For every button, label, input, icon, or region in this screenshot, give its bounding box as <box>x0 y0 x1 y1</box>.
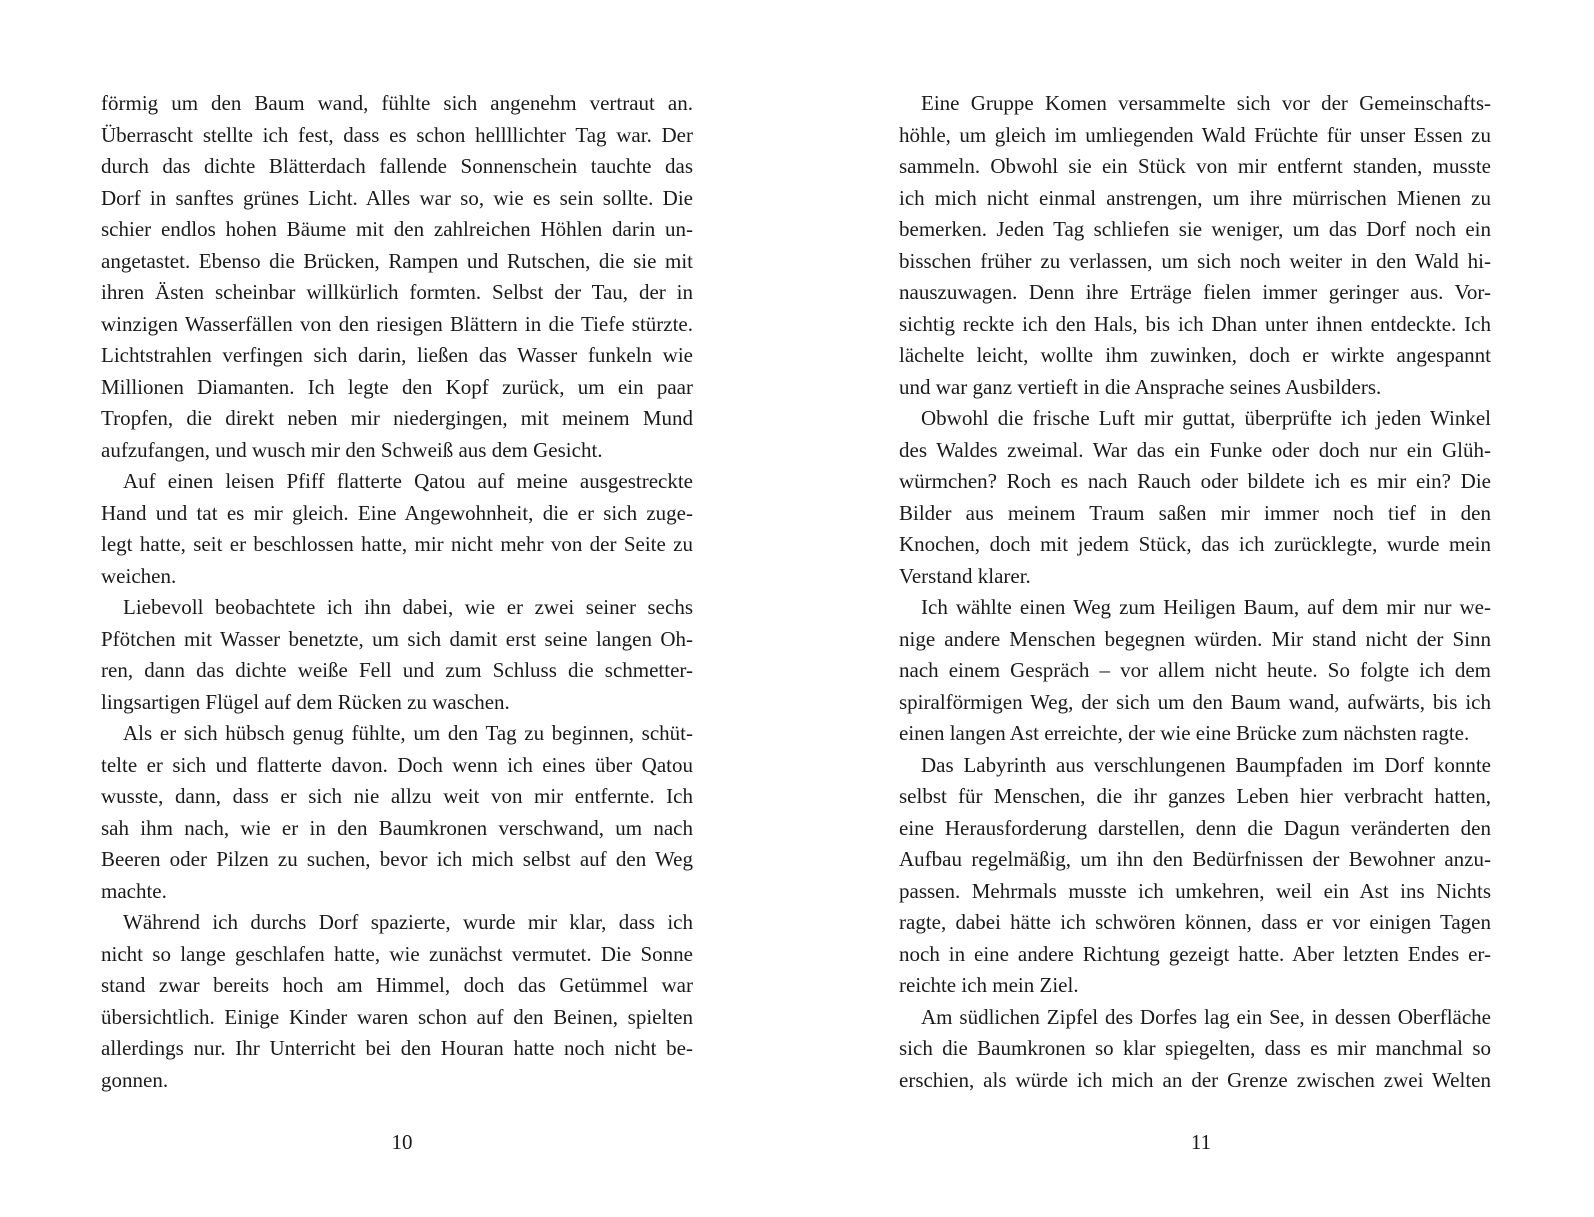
text-line: allerdings nur. Ihr Unterricht bei den Houran hatte noch nicht be- <box>101 1036 693 1060</box>
text-line: selbst für Menschen, die ihr ganzes Leben hier verbracht hatten, <box>899 784 1491 808</box>
text-line: sammeln. Obwohl sie ein Stück von mir entfernt standen, musste <box>899 154 1491 178</box>
text-line: Dorf in sanftes grünes Licht. Alles war so, wie es sein sollte. Die <box>101 185 693 210</box>
text-line: Am südlichen Zipfel des Dorfes lag ein See, in dessen Oberfläche <box>921 1004 1491 1029</box>
text-line: ich mich nicht einmal anstrengen, um ihre mürrischen Mienen zu <box>899 185 1491 210</box>
text-line: aufzufangen, und wusch mir den Schweiß aus dem Gesicht. <box>101 437 603 462</box>
text-line: stand zwar bereits hoch am Himmel, doch das Getümmel war <box>101 973 693 997</box>
text-line: bisschen früher zu verlassen, um sich noch weiter in den Wald hi- <box>899 248 1491 273</box>
text-line: sichtig reckte ich den Hals, bis ich Dhan unter ihnen entdeckte. Ich <box>899 311 1491 336</box>
text-line: Während ich durchs Dorf spazierte, wurde mir klar, dass ich <box>123 910 693 934</box>
left-page-text <box>101 88 693 1096</box>
page-number-right: 11 <box>1190 1130 1212 1154</box>
right-page-text <box>899 88 1491 1096</box>
text-line: förmig um den Baum wand, fühlte sich angenehm vertraut an. <box>101 91 693 115</box>
text-line: Lichtstrahlen verfingen sich darin, ließen das Wasser funkeln wie <box>101 343 693 367</box>
text-line: Tropfen, die direkt neben mir niedergingen, mit meinem Mund <box>101 406 693 430</box>
text-line: durch das dichte Blätterdach fallende Sonnenschein tauchte das <box>101 154 693 178</box>
text-line: schier endlos hohen Bäume mit den zahlreichen Höhlen darin un- <box>101 217 693 241</box>
text-line: des Waldes zweimal. War das ein Funke oder doch nur ein Glüh- <box>899 437 1491 462</box>
text-line: Eine Gruppe Komen versammelte sich vor der Gemeinschafts- <box>921 91 1491 115</box>
text-line: machte. <box>101 878 167 903</box>
text-line: sich die Baumkronen so klar spiegelten, dass es mir manchmal so <box>899 1036 1491 1060</box>
text-line: lingsartigen Flügel auf dem Rücken zu waschen. <box>101 689 510 714</box>
text-line: Millionen Diamanten. Ich legte den Kopf zurück, um ein paar <box>101 374 693 399</box>
text-line: und war ganz vertieft in die Ansprache seines Ausbilders. <box>899 374 1382 399</box>
text-line: eine Herausforderung darstellen, denn die Dagun veränderten den <box>899 815 1491 840</box>
text-line: weichen. <box>101 563 177 588</box>
text-line: Überrascht stellte ich fest, dass es schon hellllichter Tag war. Der <box>101 122 693 147</box>
page-number-left: 10 <box>391 1130 413 1154</box>
text-line: nicht so lange geschlafen hatte, wie zunächst vermutet. Die Sonne <box>101 941 693 966</box>
text-line: wusste, dann, dass er sich nie allzu weit von mir entfernte. Ich <box>101 784 693 808</box>
text-line: einen langen Ast erreichte, der wie eine Brücke zum nächsten ragte. <box>899 721 1470 745</box>
text-line: Auf einen leisen Pfiff flatterte Qatou auf meine ausgestreckte <box>123 469 693 493</box>
text-line: legt hatte, seit er beschlossen hatte, mir nicht mehr von der Seite zu <box>101 532 693 556</box>
text-line: Obwohl die frische Luft mir guttat, überprüfte ich jeden Winkel <box>921 406 1491 430</box>
text-line: würmchen? Roch es nach Rauch oder bildete ich es mir ein? Die <box>899 469 1491 493</box>
text-line: Das Labyrinth aus verschlungenen Baumpfaden im Dorf konnte <box>921 752 1491 777</box>
text-line: Bilder aus meinem Traum saßen mir immer noch tief in den <box>899 500 1491 525</box>
text-line: Liebevoll beobachtete ich ihn dabei, wie er zwei seiner sechs <box>123 595 693 619</box>
text-line: Pfötchen mit Wasser benetzte, um sich damit erst seine langen Oh- <box>101 626 693 651</box>
text-line: noch in eine andere Richtung gezeigt hatte. Aber letzten Endes er- <box>899 941 1491 966</box>
text-line: passen. Mehrmals musste ich umkehren, weil ein Ast ins Nichts <box>899 878 1491 903</box>
text-line: lächelte leicht, wollte ihm zuwinken, doch er wirkte angespannt <box>899 343 1491 367</box>
text-line: Verstand klarer. <box>899 563 1031 588</box>
text-line: ihren Ästen scheinbar willkürlich formten. Selbst der Tau, der in <box>101 280 693 304</box>
text-line: Beeren oder Pilzen zu suchen, bevor ich mich selbst auf den Weg <box>101 847 693 871</box>
text-line: telte er sich und flatterte davon. Doch wenn ich eines über Qatou <box>101 752 693 777</box>
text-line: spiralförmigen Weg, der sich um den Baum wand, aufwärts, bis ich <box>899 689 1491 714</box>
text-line: Hand und tat es mir gleich. Eine Angewohnheit, die er sich zuge- <box>101 500 693 525</box>
text-line: sah ihm nach, wie er in den Baumkronen verschwand, um nach <box>101 815 693 840</box>
text-line: Knochen, doch mit jedem Stück, das ich zurücklegte, wurde mein <box>899 532 1491 556</box>
text-line: reichte ich mein Ziel. <box>899 973 1079 997</box>
text-line: angetastet. Ebenso die Brücken, Rampen und Rutschen, die sie mit <box>101 248 693 273</box>
text-line: höhle, um gleich im umliegenden Wald Früchte für unser Essen zu <box>899 122 1491 147</box>
text-line: bemerken. Jeden Tag schliefen sie weniger, um das Dorf noch ein <box>899 217 1491 241</box>
text-line: nach einem Gespräch – vor allem nicht heute. So folgte ich dem <box>899 658 1491 682</box>
text-line: Aufbau regelmäßig, um ihn den Bedürfnissen der Bewohner anzu- <box>899 847 1491 871</box>
text-line: nige andere Menschen begegnen würden. Mir stand nicht der Sinn <box>899 626 1491 651</box>
text-line: ren, dann das dichte weiße Fell und zum Schluss die schmetter- <box>101 658 693 682</box>
text-line: erschien, als würde ich mich an der Grenze zwischen zwei Welten <box>899 1067 1491 1092</box>
text-line: Ich wählte einen Weg zum Heiligen Baum, auf dem mir nur we- <box>921 595 1491 619</box>
text-line: übersichtlich. Einige Kinder waren schon auf den Beinen, spielten <box>101 1004 693 1029</box>
text-line: Als er sich hübsch genug fühlte, um den Tag zu beginnen, schüt- <box>123 721 693 745</box>
text-line: gonnen. <box>101 1067 169 1092</box>
text-line: ragte, dabei hätte ich schwören können, dass er vor einigen Tagen <box>899 910 1491 934</box>
text-line: winzigen Wasserfällen von den riesigen Blättern in die Tiefe stürzte. <box>101 311 693 336</box>
text-line: nauszuwagen. Denn ihre Erträge fielen immer geringer aus. Vor- <box>899 280 1491 304</box>
